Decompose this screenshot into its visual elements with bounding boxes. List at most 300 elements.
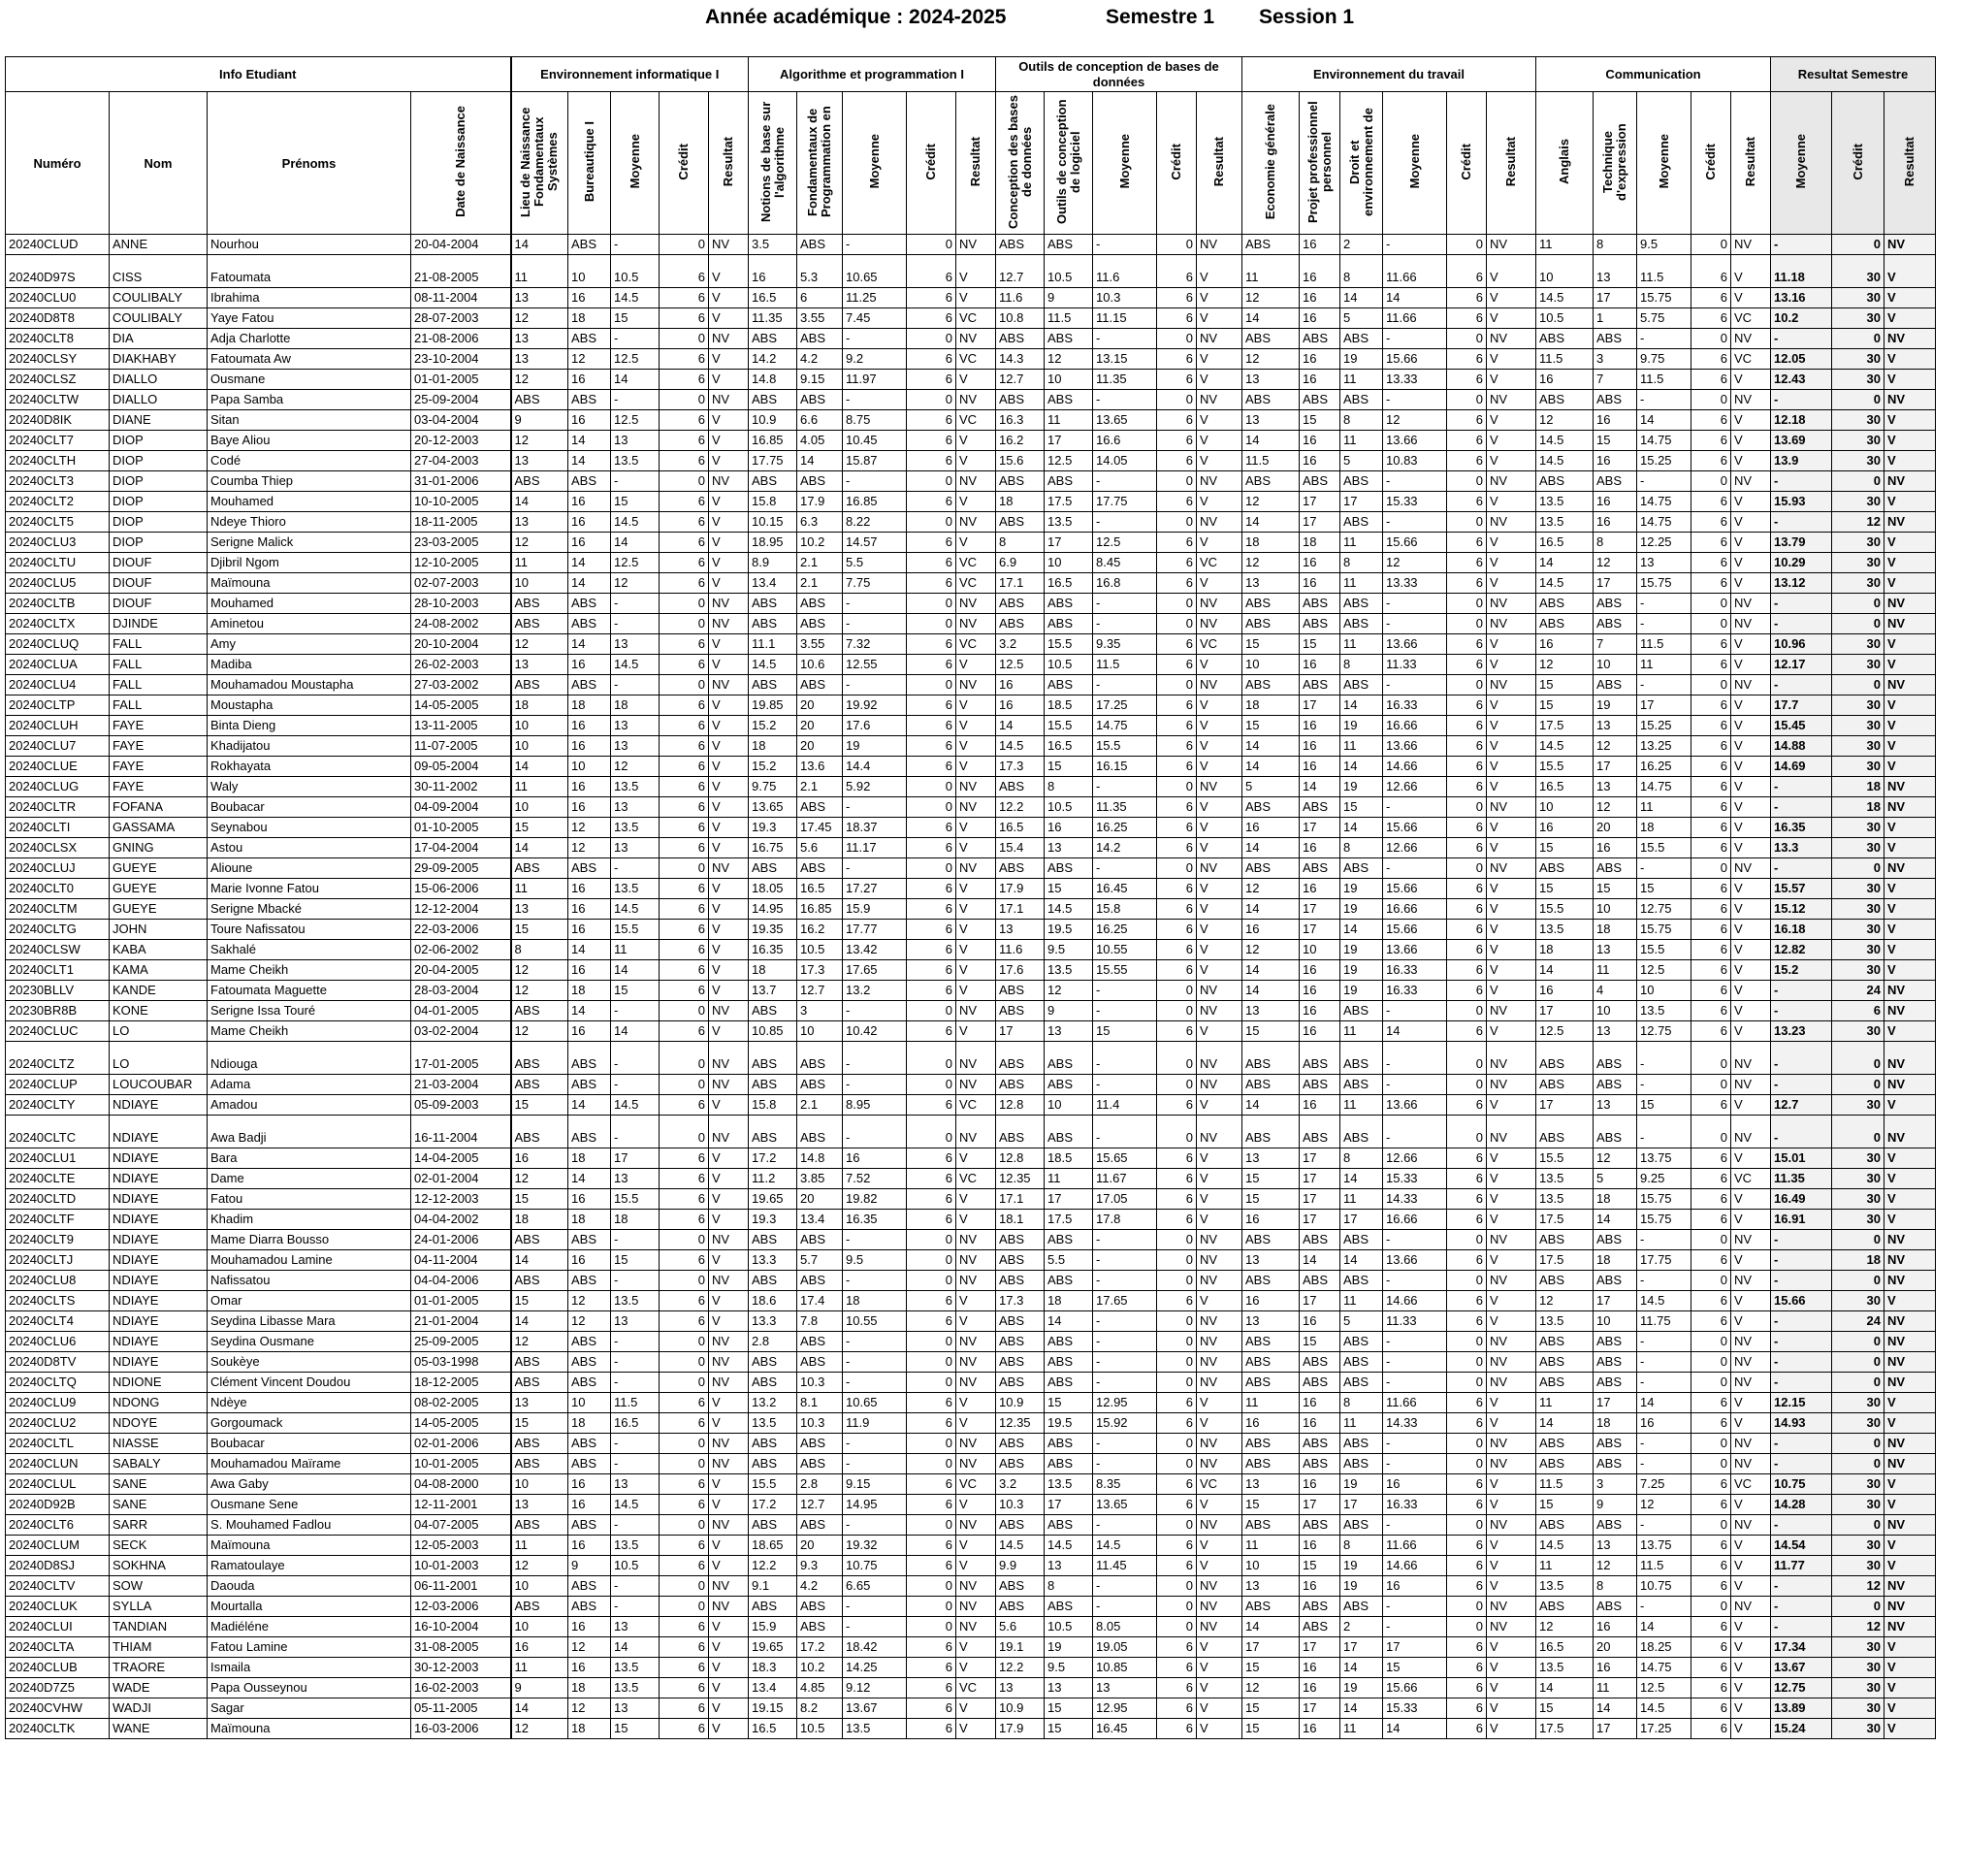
table-cell: ABS xyxy=(797,1116,843,1148)
table-cell: 0 xyxy=(907,1617,956,1637)
table-cell: 6 xyxy=(907,920,956,940)
table-cell: NDIAYE xyxy=(110,1291,208,1311)
table-cell: 20 xyxy=(1594,818,1637,838)
table-cell: 6 xyxy=(1691,655,1731,675)
table-cell: V xyxy=(1197,1095,1242,1116)
table-cell: VC xyxy=(956,573,996,594)
table-cell: V xyxy=(1487,1536,1536,1556)
column-header-label: Moyenne xyxy=(1793,134,1808,189)
table-cell: 11 xyxy=(611,940,660,960)
table-cell: 08-02-2005 xyxy=(411,1393,511,1413)
table-cell: NV xyxy=(956,858,996,879)
table-cell: NV xyxy=(709,471,749,492)
table-cell: 17 xyxy=(1340,1210,1383,1230)
table-cell: 10.3 xyxy=(996,1495,1045,1515)
table-cell: NV xyxy=(1197,777,1242,797)
table-cell: 16.5 xyxy=(996,818,1045,838)
table-cell: 11.17 xyxy=(843,838,907,858)
table-cell: 0 xyxy=(660,1042,709,1075)
column-header-label: Resultat xyxy=(1902,136,1917,187)
table-cell: 16.85 xyxy=(843,492,907,512)
table-cell: 28-10-2003 xyxy=(411,594,511,614)
table-cell: V xyxy=(1884,1413,1936,1434)
table-cell: 6 xyxy=(1447,716,1487,736)
table-cell: 6 xyxy=(907,1291,956,1311)
table-cell: - xyxy=(843,1434,907,1454)
table-cell: NV xyxy=(1884,1434,1936,1454)
table-cell: 13 xyxy=(511,655,568,675)
table-cell: 6 xyxy=(1691,1189,1731,1210)
column-header-label: Technique d'expression xyxy=(1600,122,1628,201)
table-cell: 11.66 xyxy=(1383,255,1447,288)
table-cell: 0 xyxy=(1157,1311,1197,1332)
table-cell: - xyxy=(1093,329,1157,349)
table-cell: 6 xyxy=(1157,1698,1197,1719)
table-cell: 4.85 xyxy=(797,1678,843,1698)
table-cell: V xyxy=(709,255,749,288)
table-cell: 13-11-2005 xyxy=(411,716,511,736)
table-cell: Baye Aliou xyxy=(208,431,411,451)
table-cell: NV xyxy=(1197,1617,1242,1637)
table-cell: 14.69 xyxy=(1771,757,1832,777)
table-cell: 6 xyxy=(1157,1291,1197,1311)
table-cell: LO xyxy=(110,1021,208,1042)
table-cell: ABS xyxy=(996,1597,1045,1617)
table-cell: 6 xyxy=(1157,533,1197,553)
table-cell: V xyxy=(1197,1393,1242,1413)
table-cell: 20240CLUK xyxy=(6,1597,110,1617)
table-cell: 19.65 xyxy=(749,1189,797,1210)
table-cell: ABS xyxy=(1045,1230,1093,1250)
table-cell: 6 xyxy=(1691,940,1731,960)
table-cell: V xyxy=(1197,960,1242,981)
table-cell: 16 xyxy=(568,1189,611,1210)
table-cell: 15 xyxy=(1383,1658,1447,1678)
table-cell: 10.5 xyxy=(1045,255,1093,288)
column-header-label: Resultat xyxy=(968,136,982,187)
table-cell: 11.75 xyxy=(1637,1311,1691,1332)
table-cell: Ndeye Thioro xyxy=(208,512,411,533)
table-cell: ABS xyxy=(1242,1597,1300,1617)
table-cell: V xyxy=(1487,736,1536,757)
table-cell: NV xyxy=(709,1373,749,1393)
table-cell: 0 xyxy=(1157,777,1197,797)
table-cell: V xyxy=(1197,920,1242,940)
table-cell: ABS xyxy=(1045,1597,1093,1617)
table-cell: 6 xyxy=(1157,1719,1197,1739)
table-cell: V xyxy=(1487,695,1536,716)
table-cell: 20240CLTI xyxy=(6,818,110,838)
table-row xyxy=(6,1352,1936,1373)
table-cell: ABS xyxy=(1340,1597,1383,1617)
table-cell: 8.9 xyxy=(749,553,797,573)
table-cell: NV xyxy=(1197,1075,1242,1095)
table-cell: ABS xyxy=(1242,1515,1300,1536)
table-cell: 18 xyxy=(1594,920,1637,940)
table-cell: V xyxy=(709,716,749,736)
table-cell: V xyxy=(709,1678,749,1698)
table-cell: 30 xyxy=(1832,695,1884,716)
table-cell: 30 xyxy=(1832,655,1884,675)
table-cell: - xyxy=(1637,594,1691,614)
column-header-21 xyxy=(1340,92,1383,235)
table-cell: 17 xyxy=(1594,1719,1637,1739)
table-cell: ABS xyxy=(996,858,1045,879)
table-cell: 20240CLT1 xyxy=(6,960,110,981)
table-cell: 16 xyxy=(1383,1576,1447,1597)
table-cell: 18 xyxy=(1594,1413,1637,1434)
table-cell: 16 xyxy=(1300,981,1340,1001)
table-cell: 6 xyxy=(660,655,709,675)
table-cell: V xyxy=(1197,1210,1242,1230)
table-cell: 17.5 xyxy=(1536,1719,1594,1739)
table-cell: 0 xyxy=(1447,1597,1487,1617)
table-cell: 0 xyxy=(660,1352,709,1373)
table-cell: 17 xyxy=(1045,1189,1093,1210)
table-cell: 6 xyxy=(907,879,956,899)
table-cell: V xyxy=(1884,1148,1936,1169)
table-cell: 13 xyxy=(511,451,568,471)
table-cell: 6 xyxy=(1157,410,1197,431)
table-cell: 12 xyxy=(611,757,660,777)
table-cell: 20240CLTF xyxy=(6,1210,110,1230)
table-cell: NV xyxy=(1487,1352,1536,1373)
table-cell: - xyxy=(1093,235,1157,255)
table-cell: 11 xyxy=(1340,1095,1383,1116)
table-cell: 14 xyxy=(1340,1169,1383,1189)
table-cell: ABS xyxy=(1340,675,1383,695)
table-cell: 30 xyxy=(1832,492,1884,512)
table-cell: V xyxy=(709,695,749,716)
table-row xyxy=(6,492,1936,512)
table-cell: 13 xyxy=(511,1495,568,1515)
table-cell: 6 xyxy=(1447,899,1487,920)
table-cell: V xyxy=(1884,1719,1936,1739)
table-cell: 15 xyxy=(1536,1495,1594,1515)
table-cell: 0 xyxy=(1447,858,1487,879)
table-cell: 13 xyxy=(511,512,568,533)
table-cell: 6 xyxy=(1691,1495,1731,1515)
table-cell: VC xyxy=(956,1169,996,1189)
table-cell: 0 xyxy=(907,329,956,349)
column-header-24 xyxy=(1487,92,1536,235)
table-cell: 31-08-2005 xyxy=(411,1637,511,1658)
table-cell: V xyxy=(956,940,996,960)
table-cell: 02-01-2004 xyxy=(411,1169,511,1189)
table-row xyxy=(6,960,1936,981)
table-cell: 0 xyxy=(1691,471,1731,492)
table-cell: 16.49 xyxy=(1771,1189,1832,1210)
table-cell: 0 xyxy=(660,614,709,634)
table-cell: 6 xyxy=(907,695,956,716)
table-cell: 6 xyxy=(1691,255,1731,288)
table-cell: 13.5 xyxy=(611,1291,660,1311)
table-cell: V xyxy=(1884,1678,1936,1698)
table-cell: 18 xyxy=(611,695,660,716)
table-cell: 05-03-1998 xyxy=(411,1352,511,1373)
table-cell: 10 xyxy=(1242,1556,1300,1576)
table-cell: 10 xyxy=(1594,655,1637,675)
table-cell: 11.6 xyxy=(996,288,1045,308)
table-cell: 14 xyxy=(568,573,611,594)
table-cell: 13 xyxy=(611,838,660,858)
table-cell: SANE xyxy=(110,1474,208,1495)
table-row xyxy=(6,1434,1936,1454)
table-cell: 0 xyxy=(1691,675,1731,695)
table-cell: V xyxy=(1197,492,1242,512)
table-cell: 6 xyxy=(660,533,709,553)
table-row xyxy=(6,716,1936,736)
table-cell: ABS xyxy=(1300,1373,1340,1393)
table-cell: 11 xyxy=(1340,533,1383,553)
table-cell: ABS xyxy=(1242,390,1300,410)
table-cell: 15.33 xyxy=(1383,1698,1447,1719)
table-cell: 0 xyxy=(907,1271,956,1291)
table-cell: 16 xyxy=(1242,1291,1300,1311)
table-cell: - xyxy=(843,1001,907,1021)
table-cell: 11 xyxy=(511,1536,568,1556)
table-cell: ABS xyxy=(797,858,843,879)
table-cell: - xyxy=(1383,594,1447,614)
table-cell: 6 xyxy=(1691,1021,1731,1042)
table-cell: 27-04-2003 xyxy=(411,451,511,471)
table-cell: 7.8 xyxy=(797,1311,843,1332)
table-cell: 17.25 xyxy=(1637,1719,1691,1739)
table-cell: V xyxy=(1731,940,1771,960)
table-cell: ABS xyxy=(1300,1515,1340,1536)
table-cell: V xyxy=(1731,1617,1771,1637)
table-cell: NV xyxy=(709,1116,749,1148)
table-cell: 14 xyxy=(1340,818,1383,838)
table-cell: 10 xyxy=(511,716,568,736)
table-cell: 6 xyxy=(907,757,956,777)
column-header-6 xyxy=(611,92,660,235)
table-cell: 12.2 xyxy=(749,1556,797,1576)
table-cell: NV xyxy=(956,1250,996,1271)
table-cell: 11.9 xyxy=(843,1413,907,1434)
table-cell: ABS xyxy=(749,1230,797,1250)
table-cell: 11 xyxy=(511,255,568,288)
table-cell: 10 xyxy=(511,797,568,818)
table-cell: NV xyxy=(1884,1454,1936,1474)
table-cell: V xyxy=(1731,695,1771,716)
table-cell: 13.3 xyxy=(749,1311,797,1332)
table-cell: V xyxy=(956,960,996,981)
table-cell: 16 xyxy=(1300,573,1340,594)
table-cell: NV xyxy=(1197,235,1242,255)
table-cell: 9.9 xyxy=(996,1556,1045,1576)
table-cell: NV xyxy=(956,777,996,797)
table-cell: ABS xyxy=(749,1454,797,1474)
table-cell: ABS xyxy=(568,1597,611,1617)
table-cell: 11 xyxy=(1637,655,1691,675)
table-cell: NV xyxy=(709,1597,749,1617)
table-cell: - xyxy=(1637,1352,1691,1373)
table-cell: 16 xyxy=(568,512,611,533)
table-cell: Boubacar xyxy=(208,797,411,818)
table-cell: V xyxy=(1731,879,1771,899)
table-cell: 15.8 xyxy=(1093,899,1157,920)
table-cell: 15 xyxy=(1242,716,1300,736)
table-cell: V xyxy=(1487,634,1536,655)
table-cell: V xyxy=(1487,1169,1536,1189)
table-cell: 6 xyxy=(1447,1169,1487,1189)
table-cell: 16.2 xyxy=(797,920,843,940)
table-cell: ABS xyxy=(749,471,797,492)
table-cell: 16.33 xyxy=(1383,695,1447,716)
table-cell: 6 xyxy=(1157,1495,1197,1515)
table-cell: 6 xyxy=(660,1021,709,1042)
table-cell: NV xyxy=(956,329,996,349)
table-cell: 6 xyxy=(907,1210,956,1230)
table-cell: KAMA xyxy=(110,960,208,981)
table-cell: 11 xyxy=(1340,1719,1383,1739)
table-cell: - xyxy=(1093,614,1157,634)
table-cell: 13 xyxy=(611,634,660,655)
table-cell: - xyxy=(611,329,660,349)
table-cell: 20 xyxy=(797,736,843,757)
table-cell: V xyxy=(1487,716,1536,736)
table-cell: ABS xyxy=(1340,329,1383,349)
table-cell: 14 xyxy=(1300,777,1340,797)
table-cell: 6.3 xyxy=(797,512,843,533)
table-cell: 0 xyxy=(907,512,956,533)
table-cell: 12 xyxy=(1536,1291,1594,1311)
table-cell: 6 xyxy=(907,1169,956,1189)
table-cell: 6 xyxy=(660,553,709,573)
table-cell: 6 xyxy=(1447,695,1487,716)
table-cell: V xyxy=(1884,879,1936,899)
table-cell: ABS xyxy=(511,675,568,695)
table-cell: 11 xyxy=(1340,370,1383,390)
table-cell: NV xyxy=(1884,1352,1936,1373)
table-cell: - xyxy=(611,1271,660,1291)
table-cell: Daouda xyxy=(208,1576,411,1597)
table-cell: 11 xyxy=(1242,1393,1300,1413)
table-cell: Dame xyxy=(208,1169,411,1189)
table-row xyxy=(6,594,1936,614)
table-cell: 10.9 xyxy=(996,1698,1045,1719)
table-cell: 11 xyxy=(511,1658,568,1678)
table-cell: 15.5 xyxy=(1637,940,1691,960)
column-header-label: Crédit xyxy=(1169,143,1183,180)
table-cell: ABS xyxy=(1340,1075,1383,1095)
table-cell: 14.8 xyxy=(749,370,797,390)
table-cell: 14 xyxy=(1300,1250,1340,1271)
table-cell: Bara xyxy=(208,1148,411,1169)
table-cell: 0 xyxy=(907,777,956,797)
table-cell: V xyxy=(709,1148,749,1169)
table-row xyxy=(6,797,1936,818)
table-cell: 31-01-2006 xyxy=(411,471,511,492)
table-cell: 13.33 xyxy=(1383,370,1447,390)
table-cell: Boubacar xyxy=(208,1434,411,1454)
table-cell: VC xyxy=(1731,1169,1771,1189)
table-cell: NV xyxy=(1197,471,1242,492)
table-cell: ABS xyxy=(1242,235,1300,255)
table-cell: - xyxy=(1383,1597,1447,1617)
table-cell: 0 xyxy=(1447,1352,1487,1373)
table-cell: 13.69 xyxy=(1771,431,1832,451)
table-cell: 12 xyxy=(1242,879,1300,899)
table-cell: V xyxy=(1884,634,1936,655)
table-cell: - xyxy=(843,1373,907,1393)
table-cell: Ousmane Sene xyxy=(208,1495,411,1515)
table-cell: - xyxy=(1383,797,1447,818)
table-cell: 12 xyxy=(1594,736,1637,757)
table-cell: 6 xyxy=(1447,838,1487,858)
table-cell: 02-06-2002 xyxy=(411,940,511,960)
table-cell: 18 xyxy=(611,1210,660,1230)
table-cell: 13.5 xyxy=(1045,512,1093,533)
table-cell: NV xyxy=(1197,1352,1242,1373)
column-header-0: Numéro xyxy=(6,92,110,235)
table-cell: 6 xyxy=(660,1210,709,1230)
table-cell: 16 xyxy=(568,716,611,736)
table-cell: 6 xyxy=(660,370,709,390)
table-cell: 9.5 xyxy=(843,1250,907,1271)
table-cell: 0 xyxy=(907,1075,956,1095)
table-cell: 20240CLTL xyxy=(6,1434,110,1454)
table-cell: 14 xyxy=(568,553,611,573)
table-cell: 5.5 xyxy=(1045,1250,1093,1271)
table-cell: ABS xyxy=(1536,614,1594,634)
table-cell: 6 xyxy=(1447,634,1487,655)
table-cell: ABS xyxy=(1045,614,1093,634)
table-cell: NV xyxy=(956,235,996,255)
table-cell: 16 xyxy=(1300,1413,1340,1434)
table-cell: DIOUF xyxy=(110,573,208,594)
table-cell: NDIAYE xyxy=(110,1271,208,1291)
table-cell: - xyxy=(1771,329,1832,349)
table-cell: ABS xyxy=(996,1352,1045,1373)
table-cell: 15.5 xyxy=(1536,899,1594,920)
table-cell: 6 xyxy=(907,573,956,594)
table-cell: 08-11-2004 xyxy=(411,288,511,308)
table-cell: V xyxy=(1884,431,1936,451)
table-cell: 14 xyxy=(568,634,611,655)
table-cell: NV xyxy=(709,1075,749,1095)
table-cell: 20240CLUA xyxy=(6,655,110,675)
table-cell: 12.43 xyxy=(1771,370,1832,390)
table-row xyxy=(6,1698,1936,1719)
table-cell: 10.5 xyxy=(1045,1617,1093,1637)
table-cell: NV xyxy=(956,1617,996,1637)
table-cell: 13.5 xyxy=(749,1413,797,1434)
table-row xyxy=(6,471,1936,492)
table-cell: NV xyxy=(956,1576,996,1597)
table-cell: NV xyxy=(1731,1373,1771,1393)
table-cell: - xyxy=(1771,614,1832,634)
table-cell: V xyxy=(709,1189,749,1210)
table-cell: ABS xyxy=(996,1250,1045,1271)
table-cell: ABS xyxy=(1045,471,1093,492)
table-cell: - xyxy=(843,1271,907,1291)
table-cell: 7.25 xyxy=(1637,1474,1691,1495)
table-cell: 20240CLUM xyxy=(6,1536,110,1556)
table-cell: 16.5 xyxy=(1536,777,1594,797)
table-cell: 3.55 xyxy=(797,308,843,329)
table-cell: 9 xyxy=(1045,1001,1093,1021)
table-cell: ANNE xyxy=(110,235,208,255)
table-cell: NV xyxy=(709,1515,749,1536)
table-cell: 10 xyxy=(568,757,611,777)
table-cell: 0 xyxy=(1691,1373,1731,1393)
table-cell: 0 xyxy=(1832,1515,1884,1536)
table-cell: NV xyxy=(1487,390,1536,410)
table-cell: 0 xyxy=(907,1352,956,1373)
table-cell: 13.5 xyxy=(843,1719,907,1739)
